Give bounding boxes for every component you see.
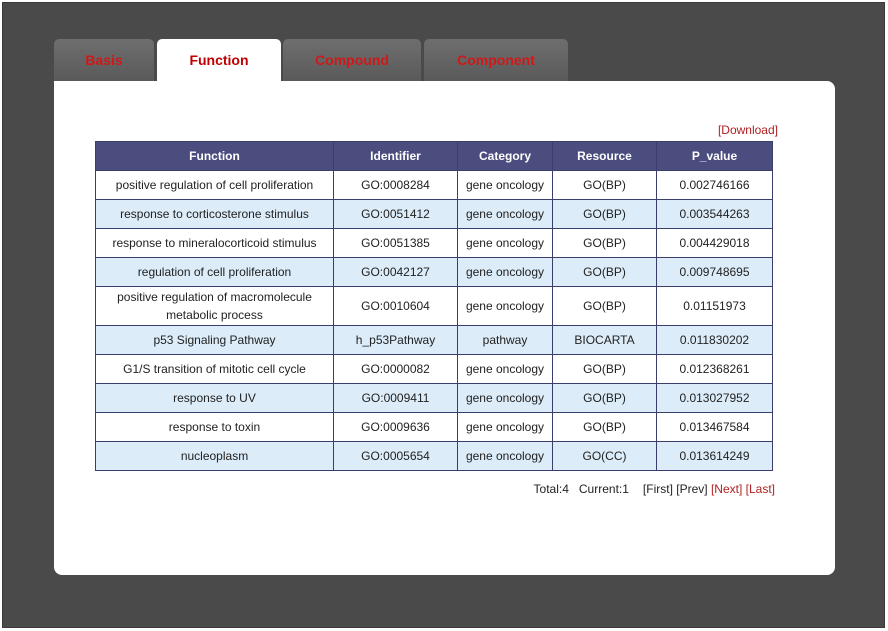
total-count: Total:4 — [533, 482, 569, 496]
function-cell: nucleoplasm — [96, 442, 333, 470]
function-cell: positive regulation of macromolecule metabolic process — [96, 287, 333, 325]
table-row — [96, 258, 772, 286]
function-cell: positive regulation of cell proliferation — [96, 171, 333, 199]
function-cell: response to UV — [96, 384, 333, 412]
table-row — [96, 384, 772, 412]
identifier-link[interactable]: GO:0005654 — [334, 442, 457, 470]
function-cell: p53 Signaling Pathway — [96, 326, 333, 354]
category-cell: pathway — [458, 326, 552, 354]
table-row — [96, 200, 772, 228]
table-row — [96, 442, 772, 470]
table-row — [96, 326, 772, 354]
first-page-link[interactable]: [First] — [642, 482, 673, 496]
table-header-row — [96, 142, 772, 170]
p-value-cell: 0.013467584 — [657, 413, 772, 441]
category-cell: gene oncology — [458, 200, 552, 228]
category-cell: gene oncology — [458, 229, 552, 257]
identifier-link[interactable]: GO:0009636 — [334, 413, 457, 441]
header-category: Category — [458, 142, 552, 170]
p-value-cell: 0.003544263 — [657, 200, 772, 228]
category-cell: gene oncology — [458, 258, 552, 286]
identifier-link[interactable]: GO:0051412 — [334, 200, 457, 228]
p-value-cell: 0.004429018 — [657, 229, 772, 257]
table-row — [96, 413, 772, 441]
resource-cell: GO(CC) — [553, 442, 656, 470]
resource-cell: GO(BP) — [553, 384, 656, 412]
function-table — [95, 141, 773, 471]
header-identifier: Identifier — [334, 142, 457, 170]
resource-cell: GO(BP) — [553, 355, 656, 383]
category-cell: gene oncology — [458, 171, 552, 199]
table-row — [96, 355, 772, 383]
resource-cell: GO(BP) — [553, 287, 656, 325]
resource-cell: GO(BP) — [553, 200, 656, 228]
category-cell: gene oncology — [458, 355, 552, 383]
current-page: Current:1 — [578, 482, 629, 496]
header-resource: Resource — [553, 142, 656, 170]
resource-cell: GO(BP) — [553, 258, 656, 286]
tab-component[interactable]: Component — [424, 39, 568, 81]
identifier-link[interactable]: GO:0010604 — [334, 287, 457, 325]
identifier-link[interactable]: GO:0042127 — [334, 258, 457, 286]
p-value-cell: 0.013027952 — [657, 384, 772, 412]
p-value-cell: 0.009748695 — [657, 258, 772, 286]
category-cell: gene oncology — [458, 442, 552, 470]
resource-cell: BIOCARTA — [553, 326, 656, 354]
header-function: Function — [96, 142, 333, 170]
category-cell: gene oncology — [458, 384, 552, 412]
tab-compound[interactable]: Compound — [283, 39, 421, 81]
p-value-cell: 0.011830202 — [657, 326, 772, 354]
table-row — [96, 287, 772, 325]
identifier-link[interactable]: GO:0008284 — [334, 171, 457, 199]
pagination — [534, 482, 775, 496]
resource-cell: GO(BP) — [553, 229, 656, 257]
function-cell: response to mineralocorticoid stimulus — [96, 229, 333, 257]
identifier-link[interactable]: GO:0051385 — [334, 229, 457, 257]
function-cell: regulation of cell proliferation — [96, 258, 333, 286]
function-panel — [54, 81, 835, 575]
identifier-link[interactable]: h_p53Pathway — [334, 326, 457, 354]
category-cell: gene oncology — [458, 413, 552, 441]
resource-cell: GO(BP) — [553, 171, 656, 199]
app-frame — [2, 2, 885, 628]
next-page-link[interactable]: [Next] — [710, 482, 743, 496]
last-page-link[interactable]: [Last] — [745, 482, 775, 496]
function-cell: response to corticosterone stimulus — [96, 200, 333, 228]
resource-cell: GO(BP) — [553, 413, 656, 441]
p-value-cell: 0.013614249 — [657, 442, 772, 470]
download-link[interactable]: [Download] — [717, 123, 778, 137]
p-value-cell: 0.01151973 — [657, 287, 772, 325]
identifier-link[interactable]: GO:0009411 — [334, 384, 457, 412]
p-value-cell: 0.012368261 — [657, 355, 772, 383]
table-row — [96, 229, 772, 257]
table-row — [96, 171, 772, 199]
category-cell: gene oncology — [458, 287, 552, 325]
p-value-cell: 0.002746166 — [657, 171, 772, 199]
header-p-value: P_value — [657, 142, 772, 170]
prev-page-link[interactable]: [Prev] — [676, 482, 708, 496]
identifier-link[interactable]: GO:0000082 — [334, 355, 457, 383]
function-cell: G1/S transition of mitotic cell cycle — [96, 355, 333, 383]
tab-basis[interactable]: Basis — [54, 39, 154, 81]
function-cell: response to toxin — [96, 413, 333, 441]
tab-function[interactable]: Function — [157, 39, 281, 83]
